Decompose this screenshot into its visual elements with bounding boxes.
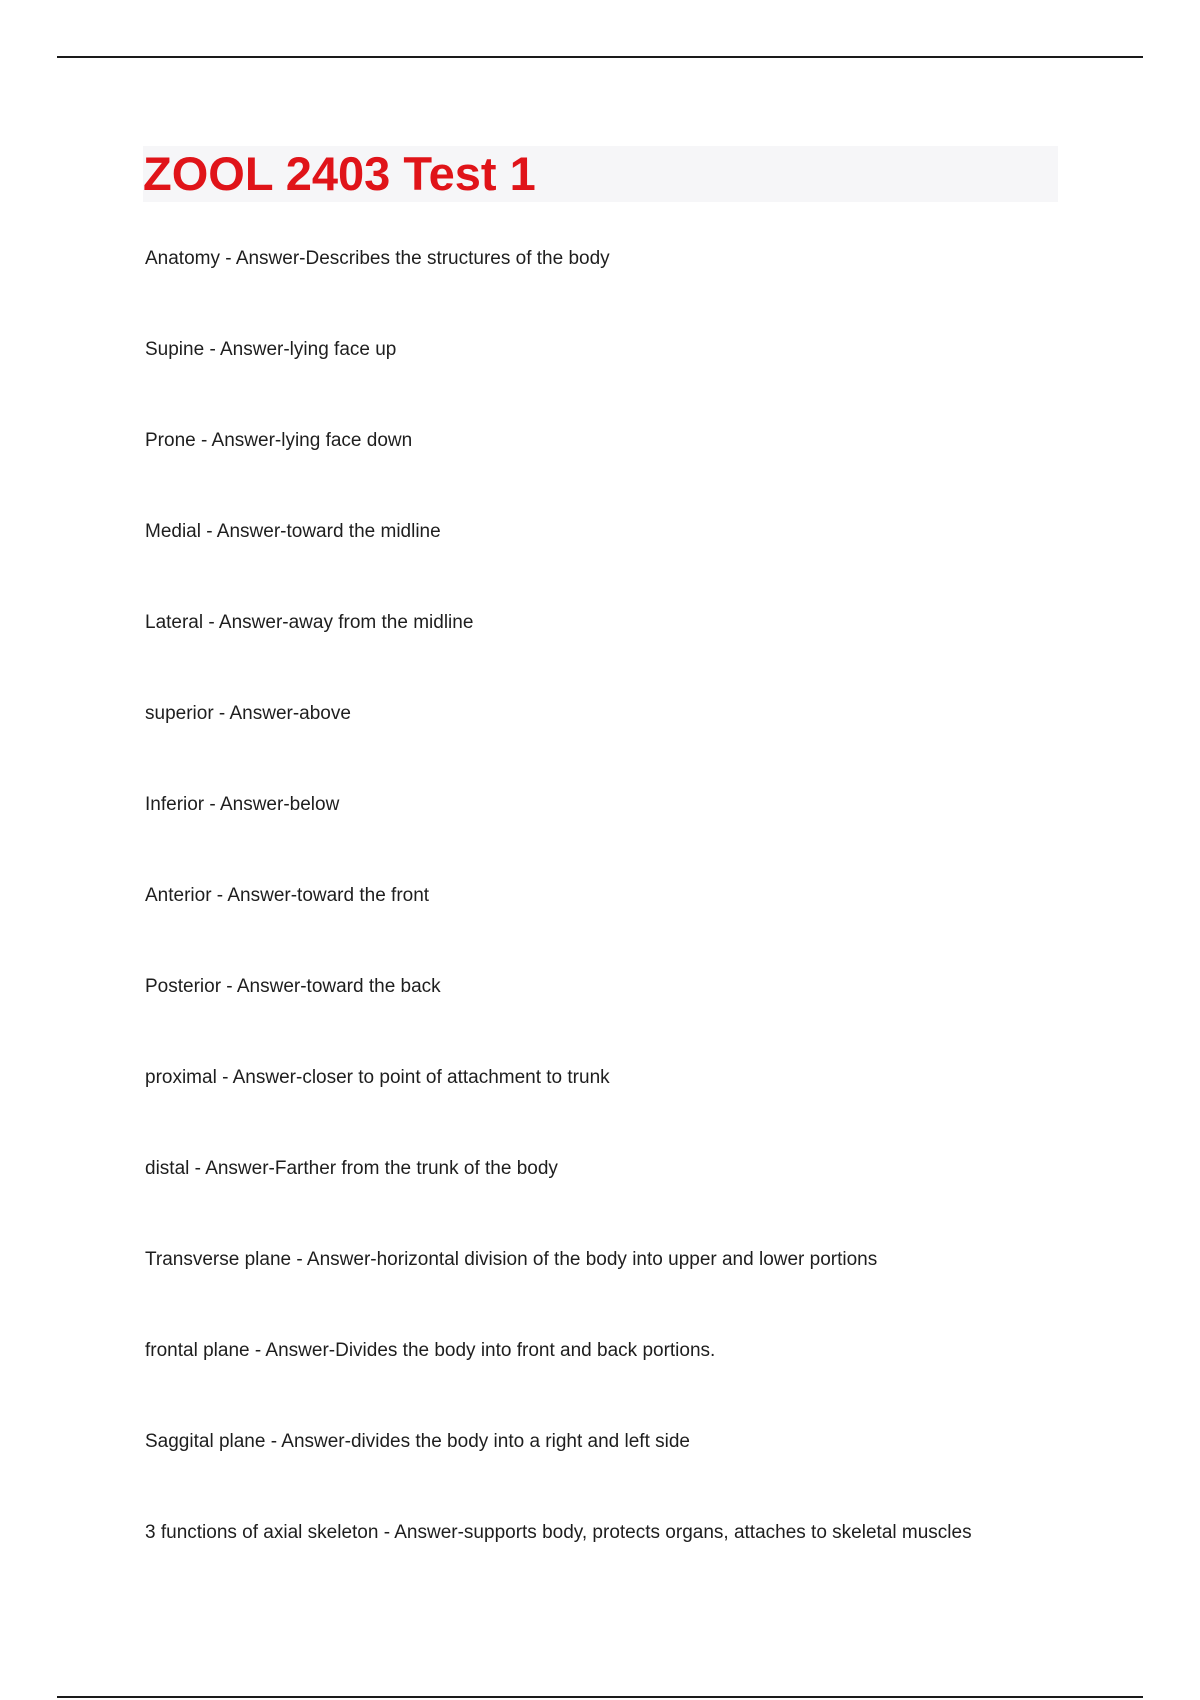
qa-entry: proximal - Answer-closer to point of attachment to trunk [145,1067,610,1088]
title-band [143,146,1058,202]
qa-entry: Anatomy - Answer-Describes the structures of the body [145,248,610,269]
qa-entry: Lateral - Answer-away from the midline [145,612,474,633]
qa-entry: Saggital plane - Answer-divides the body into a right and left side [145,1431,690,1452]
qa-entry: superior - Answer-above [145,703,351,724]
qa-entry: Transverse plane - Answer-horizontal division of the body into upper and lower portions [145,1249,878,1270]
qa-entry: 3 functions of axial skeleton - Answer-supports body, protects organs, attaches to skeletal muscles [145,1522,972,1543]
qa-list [145,247,972,1612]
qa-entry: frontal plane - Answer-Divides the body into front and back portions. [145,1340,716,1361]
qa-entry: distal - Answer-Farther from the trunk of the body [145,1158,558,1179]
qa-entry: Posterior - Answer-toward the back [145,976,441,997]
page-title: ZOOL 2403 Test 1 [143,147,536,200]
qa-entry: Supine - Answer-lying face up [145,339,397,360]
qa-entry: Anterior - Answer-toward the front [145,885,430,906]
qa-entry: Inferior - Answer-below [145,794,340,815]
qa-entry: Medial - Answer-toward the midline [145,521,441,542]
header-rule [57,56,1143,58]
qa-entry: Prone - Answer-lying face down [145,430,413,451]
footer-rule [57,1696,1143,1698]
